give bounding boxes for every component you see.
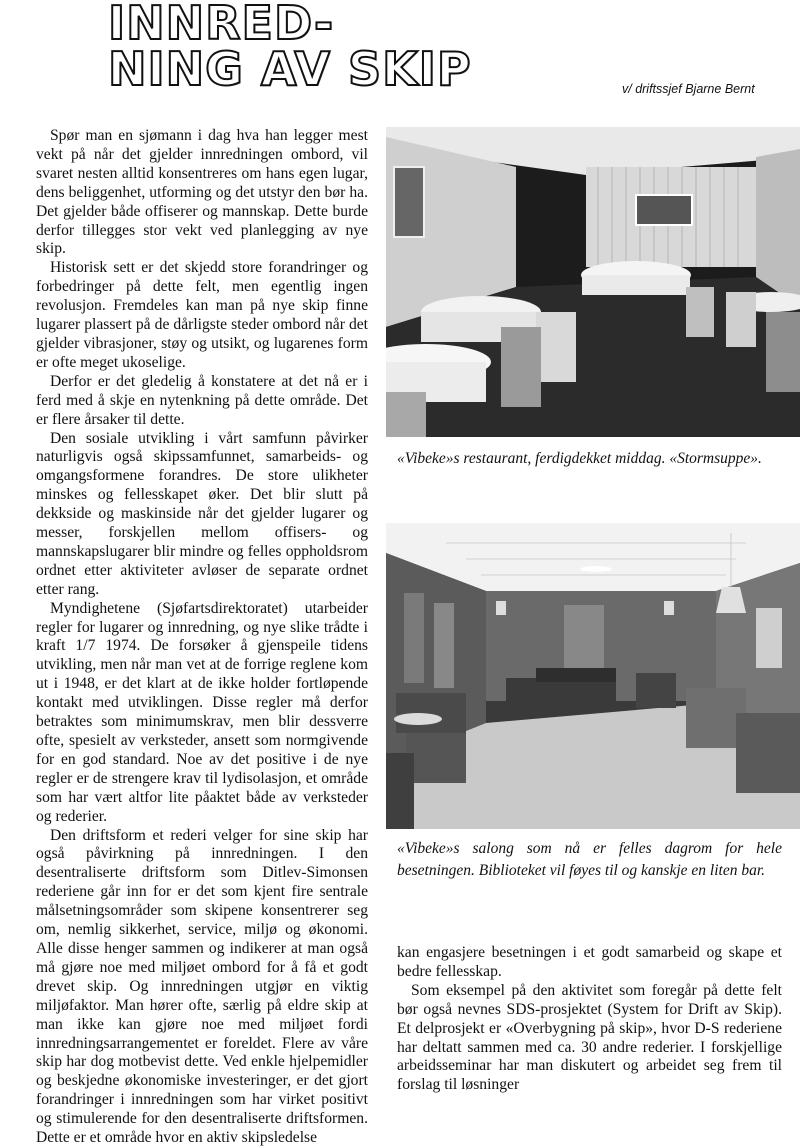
paragraph: Den sosiale utvikling i vårt samfunn påvirker naturligvis også skipssamfunnet, samarbeids- og omgangsformene forandres. De store ulikheter minskes og fellesskapet øker. Det blir slutt på dekkside og maskinside når det gjelder lugarer og messer, forskjellen mellom offisers- og mannskapslugarer blir mindre og felles oppholdsrom ordnet etter aktiviteter avløser de separate ordnet etter rang. <box>36 429 368 598</box>
paragraph: kan engasjere besetningen i et godt samarbeid og skape et bedre fellesskap. <box>397 944 782 980</box>
paragraph: Den driftsform et rederi velger for sine skip har også påvirkning på innredningen. I den desentraliserte driftsform som Ditlev-Simonsen rederiene går inn for er det som kjent fire sentrale målsetningsområder som skipene konsentrerer seg om, nemlig sikkerhet, service, miljø og økonomi. Alle disse henger sammen og indikerer at man også må gjøre noe med miljøet ombord for å få et godt drevet skip. Og innredningen utgjør en viktig miljøfaktor. Man hører ofte, særlig på eldre skip at man ikke kan gjøre noe med miljøet fordi innredningsarrangementet er foreldet. Flere av våre skip har dog motbevist dette. Ved enkle hjelpemidler og beskjedne økonomiske investeringer, er det gjort forandringer i innredningen som har virket positivt og stimulerende for den desentraliserte driftsformen. Dette er et område hvor en aktiv skipsledelse <box>36 826 368 1147</box>
restaurant-photo <box>386 127 800 437</box>
title-line-2: NING AV SKIP <box>108 42 472 96</box>
author-byline: v/ driftssjef Bjarne Bernt <box>622 82 755 96</box>
restaurant-photo-caption: «Vibeke»s restaurant, ferdigdekket middag. «Stormsuppe». <box>397 450 762 467</box>
title-line-1: INNRED- <box>108 0 335 50</box>
left-text-column <box>36 127 368 1148</box>
right-text-column <box>397 944 782 1095</box>
lounge-photo-caption: «Vibeke»s salong som nå er felles dagrom for hele besetningen. Biblioteket vil føyes til og kanskje en liten bar. <box>397 840 782 879</box>
lounge-photo <box>386 523 800 829</box>
paragraph: Derfor er det gledelig å konstatere at det nå er i ferd med å skje en nytenkning på dette område. Det er flere årsaker til dette. <box>36 372 368 428</box>
paragraph: Myndighetene (Sjøfartsdirektoratet) utarbeider regler for lugarer og innredning, og nye slike trådte i kraft 1/7 1974. De forsøker å gjenspeile tidens utvikling, men når man vet at de forrige reglene kom ut i 1948, er det klart at de ikke holder fortløpende kontakt med utviklingen. Disse regler må derfor betraktes som minimumskrav, men blir dessverre ofte, spesielt av verksteder, ansett som normgivende for en god standard. Noe av det positive i de nye regler er de strengere krav til lydisolasjon, et område som har vært altfor lite påaktet både av verksteder og rederier. <box>36 599 368 825</box>
article-title <box>108 0 628 96</box>
paragraph: Spør man en sjømann i dag hva han legger mest vekt på når det gjelder innredningen ombord, vil svaret nesten alltid konsentreres om hans egen lugar, dens beliggenhet, utforming og det utstyr den bør ha. Det gjelder både offiserer og mannskap. Dette burde derfor tillegges stor vekt ved planlegging av nye skip. <box>36 127 368 258</box>
paragraph: Historisk sett er det skjedd store forandringer og forbedringer på dette felt, men egentlig ingen revolusjon. Fremdeles kan man på nye skip finne lugarer plassert på de dårligste steder ombord når det gjelder vibrasjoner, støy og utsikt, og lugarenes form er ofte meget ukoselige. <box>36 259 368 371</box>
paragraph: Som eksempel på den aktivitet som foregår på dette felt bør også nevnes SDS-prosjektet (System for Drift av Skip). Et delprosjekt er «Overbygning på skip», hvor D-S rederiene har deltatt sammen med ca. 30 andre rederier. I forskjellige arbeidsseminar har man diskutert og arbeidet seg frem til forslag til løsninger <box>397 981 782 1094</box>
